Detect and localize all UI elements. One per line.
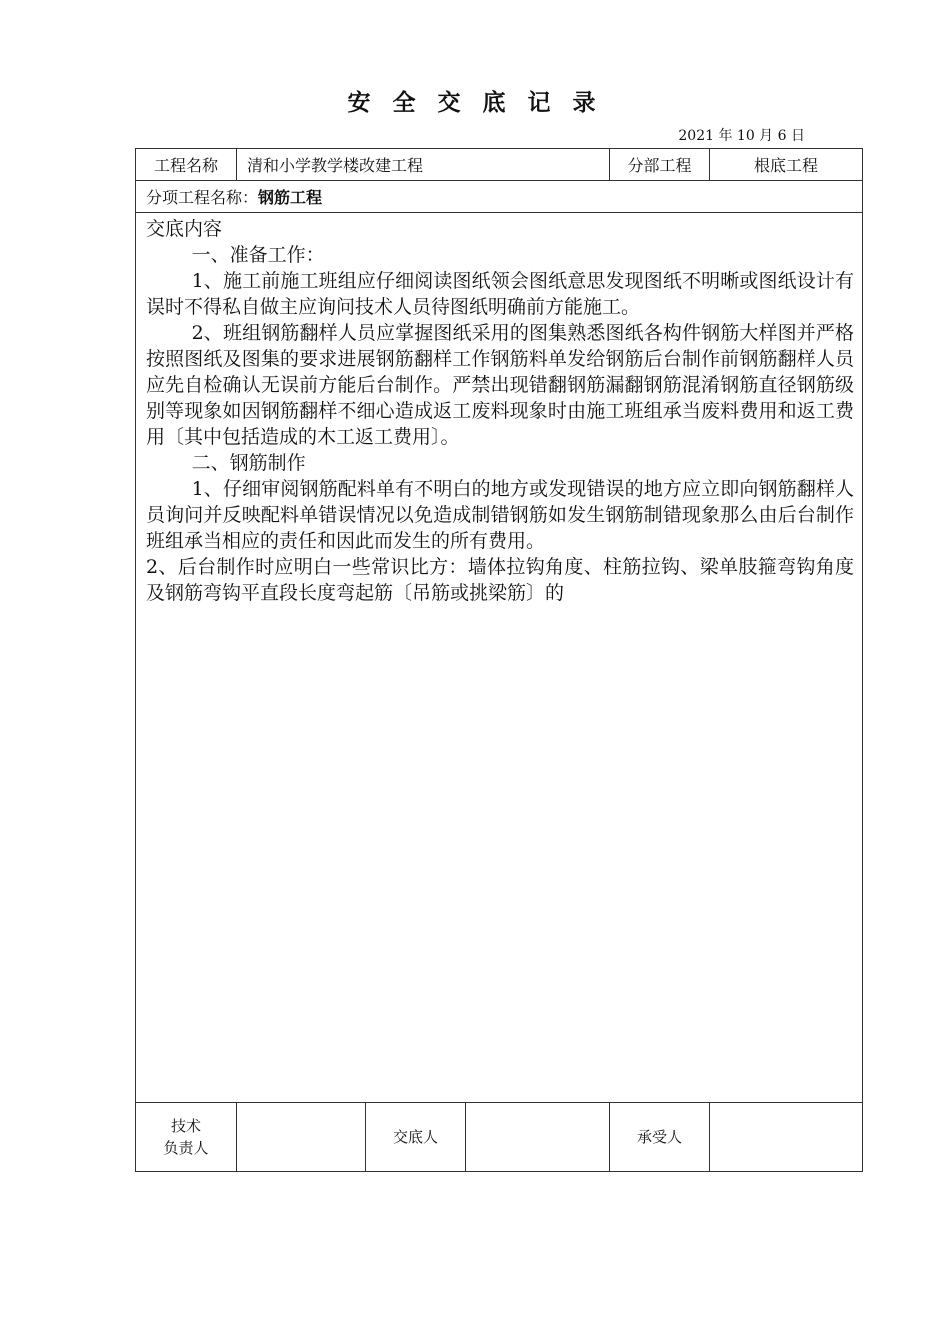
discloser-value <box>466 1103 610 1172</box>
division-value: 根底工程 <box>710 149 863 181</box>
subitem-label: 分项工程名称： <box>146 188 259 207</box>
division-label: 分部工程 <box>610 149 710 181</box>
receiver-value <box>710 1103 863 1172</box>
tech-lead-value <box>237 1103 366 1172</box>
paragraph-3: 1、仔细审阅钢筋配料单有不明白的地方或发现错误的地方应立即向钢筋翻样人员询问并反映配料单错误情况以免造成制错钢筋如发生钢筋制错现象那么由后台制作班组承当相应的责任和因此而发生的所有费用。 <box>146 478 855 552</box>
paragraph-2: 2、班组钢筋翻样人员应掌握图纸采用的图集熟悉图纸各构件钢筋大样图并严格按照图纸及图集的要求进展钢筋翻样工作钢筋料单发给钢筋后台制作前钢筋翻样人员应先自检确认无误前方能后台制作。严禁出现错翻钢筋漏翻钢筋混淆钢筋直径钢筋级别等现象如因钢筋翻样不细心造成返工废料现象时由施工班组承当废料费用和返工费用〔其中包括造成的木工返工费用〕。 <box>146 322 855 448</box>
subitem-row <box>136 181 863 213</box>
content-heading: 交底内容 <box>146 218 223 240</box>
disclosure-table <box>135 148 863 1172</box>
paragraph-1: 1、施工前施工班组应仔细阅读图纸领会图纸意思发现图纸不明晰或图纸设计有误时不得私自做主应询问技术人员待图纸明确前方能施工。 <box>146 270 855 318</box>
content-cell <box>136 213 863 1103</box>
section-fabrication: 二、钢筋制作 <box>191 452 306 474</box>
tech-lead-label <box>136 1103 237 1172</box>
document-title: 安 全 交 底 记 录 <box>347 90 603 116</box>
paragraph-4: 2、后台制作时应明白一些常识比方：墙体拉钩角度、柱筋拉钩、梁单肢箍弯钩角度及钢筋弯钩平直段长度弯起筋〔吊筋或挑梁筋〕的 <box>146 556 855 604</box>
receiver-label: 承受人 <box>610 1103 710 1172</box>
record-date: 2021 年 10 月 6 日 <box>678 128 805 144</box>
discloser-label: 交底人 <box>366 1103 466 1172</box>
signature-row <box>136 1103 863 1172</box>
tech-lead-label-line1: 技术 <box>170 1117 201 1135</box>
tech-lead-label-line2: 负责人 <box>163 1139 209 1157</box>
project-name-label: 工程名称 <box>136 149 237 181</box>
project-row <box>136 149 863 181</box>
content-row <box>136 213 863 1103</box>
disclosure-content <box>136 213 862 606</box>
project-name-value: 清和小学教学楼改建工程 <box>237 149 610 181</box>
section-preparation: 一、准备工作： <box>191 244 325 266</box>
subitem-cell <box>136 181 863 213</box>
subitem-value: 钢筋工程 <box>258 188 323 207</box>
